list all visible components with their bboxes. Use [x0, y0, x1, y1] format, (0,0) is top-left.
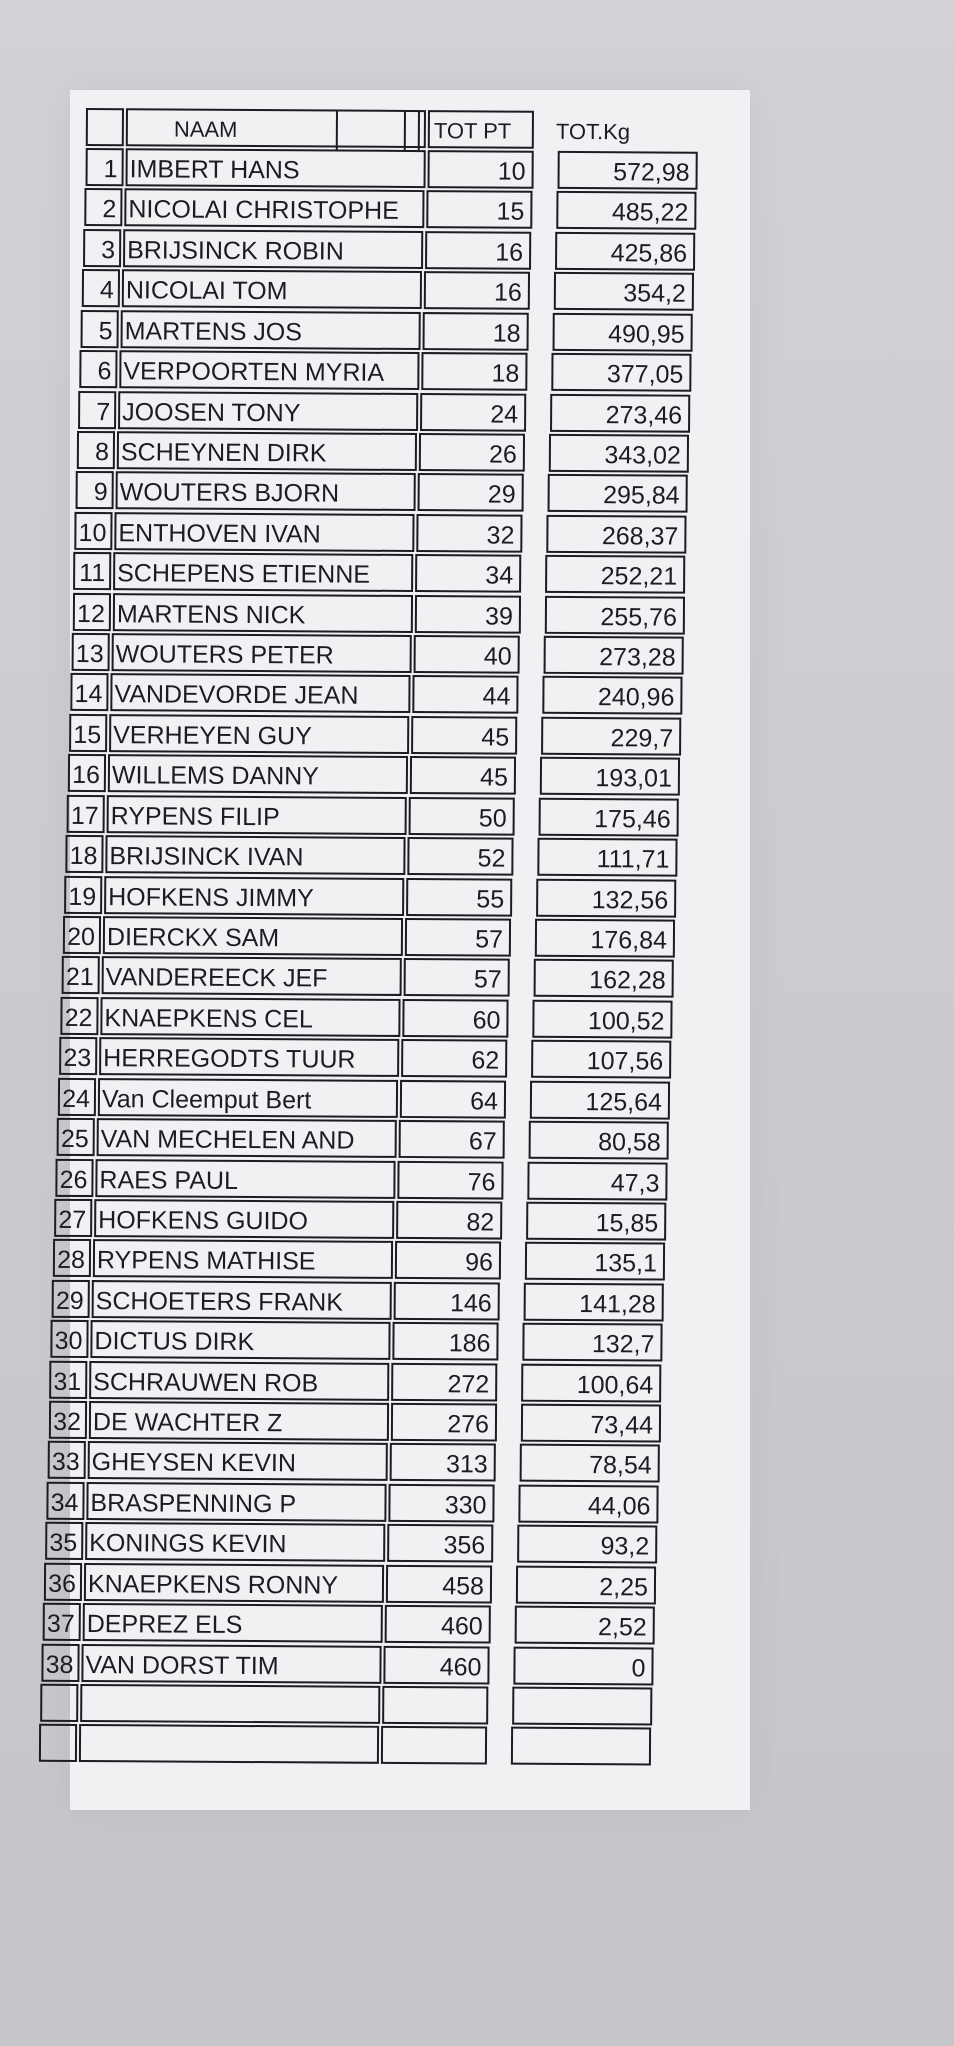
row-number: 31: [49, 1360, 87, 1398]
row-kilograms: 47,3: [527, 1161, 667, 1200]
row-name: RYPENS FILIP: [107, 795, 407, 835]
row-kilograms: [511, 1727, 651, 1766]
row-kilograms: 107,56: [531, 1040, 671, 1079]
row-number: 13: [72, 633, 110, 671]
row-number: 25: [57, 1118, 95, 1156]
row-name: HOFKENS GUIDO: [94, 1199, 394, 1239]
row-points: 39: [415, 595, 521, 634]
row-name: MARTENS NICK: [113, 593, 413, 633]
row-points: 460: [385, 1605, 491, 1644]
row-kilograms: 44,06: [518, 1485, 658, 1524]
row-number: 37: [43, 1603, 81, 1641]
row-points: 45: [411, 716, 517, 755]
row-name: BRIJSINCK ROBIN: [123, 229, 423, 269]
row-name: SCHRAUWEN ROB: [89, 1361, 389, 1401]
row-number: 1: [86, 148, 124, 186]
row-kilograms: 2,52: [515, 1606, 655, 1645]
row-kilograms: 229,7: [541, 717, 681, 756]
row-points: 57: [404, 958, 510, 997]
row-number: 27: [54, 1199, 92, 1237]
row-name: MARTENS JOS: [121, 310, 421, 350]
row-name: WOUTERS BJORN: [116, 472, 416, 512]
row-points: 82: [396, 1201, 502, 1240]
row-number: 28: [53, 1239, 91, 1277]
row-points: 76: [397, 1160, 503, 1199]
row-points: [382, 1686, 488, 1725]
row-kilograms: 175,46: [539, 797, 679, 836]
row-name: KNAEPKENS RONNY: [84, 1563, 384, 1603]
row-number: 2: [84, 188, 122, 226]
row-number: 7: [78, 390, 116, 428]
row-name: [80, 1684, 380, 1724]
row-kilograms: 100,64: [521, 1363, 661, 1402]
header-number: [86, 108, 124, 146]
row-points: 52: [407, 837, 513, 876]
row-kilograms: 268,37: [546, 515, 686, 554]
row-name: Van Cleemput Bert: [98, 1078, 398, 1118]
row-kilograms: 125,64: [530, 1080, 670, 1119]
row-number: 33: [48, 1441, 86, 1479]
row-number: 9: [76, 471, 114, 509]
row-points: 62: [401, 1039, 507, 1078]
row-kilograms: 490,95: [553, 313, 693, 352]
row-number: 36: [44, 1562, 82, 1600]
row-number: 20: [63, 916, 101, 954]
row-points: 330: [388, 1484, 494, 1523]
row-number: 4: [82, 269, 120, 307]
row-kilograms: 343,02: [549, 434, 689, 473]
row-kilograms: 377,05: [551, 353, 691, 392]
row-kilograms: 132,7: [522, 1323, 662, 1362]
row-name: IMBERT HANS: [126, 148, 426, 188]
row-points: 458: [386, 1565, 492, 1604]
row-points: 40: [414, 635, 520, 674]
row-name: DE WACHTER Z: [89, 1401, 389, 1441]
row-kilograms: 0: [513, 1646, 653, 1685]
row-kilograms: 176,84: [535, 919, 675, 958]
row-kilograms: 295,84: [548, 474, 688, 513]
row-kilograms: 162,28: [534, 959, 674, 998]
standings-table: [45, 108, 726, 1792]
row-kilograms: 78,54: [520, 1444, 660, 1483]
row-kilograms: 2,25: [516, 1565, 656, 1604]
row-number: 8: [77, 431, 115, 469]
row-name: DEPREZ ELS: [83, 1603, 383, 1643]
row-kilograms: 15,85: [526, 1202, 666, 1241]
row-number: 22: [60, 997, 98, 1035]
row-points: 64: [400, 1080, 506, 1119]
row-number: 26: [55, 1158, 93, 1196]
row-name: RAES PAUL: [95, 1159, 395, 1199]
row-name: HOFKENS JIMMY: [104, 876, 404, 916]
row-points: 24: [420, 393, 526, 432]
row-number: 14: [70, 673, 108, 711]
grid-divider: [336, 110, 338, 150]
row-kilograms: 485,22: [556, 191, 696, 230]
row-points: 186: [392, 1322, 498, 1361]
row-number: 11: [73, 552, 111, 590]
row-number: 23: [59, 1037, 97, 1075]
row-name: WILLEMS DANNY: [108, 754, 408, 794]
row-points: 29: [418, 473, 524, 512]
row-kilograms: 425,86: [555, 232, 695, 271]
row-points: 32: [416, 514, 522, 553]
row-name: KNAEPKENS CEL: [100, 997, 400, 1037]
row-name: VANDEREECK JEF: [102, 957, 402, 997]
row-points: 67: [399, 1120, 505, 1159]
row-kilograms: [512, 1687, 652, 1726]
row-points: 45: [410, 756, 516, 795]
row-kilograms: 73,44: [521, 1404, 661, 1443]
row-number: 5: [81, 310, 119, 348]
row-points: 146: [394, 1282, 500, 1321]
row-number: 19: [64, 875, 102, 913]
row-number: 38: [41, 1643, 79, 1681]
row-kilograms: 354,2: [554, 272, 694, 311]
row-points: 55: [406, 878, 512, 917]
row-points: 10: [428, 150, 534, 189]
row-name: HERREGODTS TUUR: [99, 1037, 399, 1077]
grid-divider: [418, 110, 420, 150]
row-points: 57: [405, 918, 511, 957]
row-points: 16: [425, 231, 531, 270]
row-number: 16: [68, 754, 106, 792]
row-name: SCHEYNEN DIRK: [117, 431, 417, 471]
row-kilograms: 111,71: [537, 838, 677, 877]
row-name: KONINGS KEVIN: [85, 1522, 385, 1562]
row-number: 29: [52, 1280, 90, 1318]
row-name: [79, 1724, 379, 1764]
row-name: VAN DORST TIM: [81, 1644, 381, 1684]
row-number: [40, 1684, 78, 1722]
row-name: BRASPENNING P: [86, 1482, 386, 1522]
row-kilograms: 141,28: [524, 1282, 664, 1321]
row-name: BRIJSINCK IVAN: [105, 835, 405, 875]
row-points: 26: [419, 433, 525, 472]
row-kilograms: 255,76: [545, 595, 685, 634]
header-name: NAAM: [126, 108, 426, 148]
row-kilograms: 132,56: [536, 878, 676, 917]
header-points: TOT PT: [428, 110, 534, 149]
row-points: 18: [421, 352, 527, 391]
row-points: 50: [409, 797, 515, 836]
row-number: 24: [58, 1078, 96, 1116]
row-name: GHEYSEN KEVIN: [88, 1441, 388, 1481]
row-kilograms: 100,52: [532, 1000, 672, 1039]
row-number: 10: [74, 512, 112, 550]
grid-divider: [404, 110, 406, 150]
row-number: 30: [50, 1320, 88, 1358]
row-points: 276: [391, 1403, 497, 1442]
row-kilograms: 80,58: [529, 1121, 669, 1160]
row-name: DIERCKX SAM: [103, 916, 403, 956]
row-name: VAN MECHELEN AND: [97, 1118, 397, 1158]
row-kilograms: 273,46: [550, 393, 690, 432]
row-name: VERHEYEN GUY: [109, 714, 409, 754]
row-name: ENTHOVEN IVAN: [114, 512, 414, 552]
row-points: 96: [395, 1241, 501, 1280]
row-points: 356: [387, 1524, 493, 1563]
row-kilograms: 273,28: [544, 636, 684, 675]
row-number: 12: [73, 593, 111, 631]
row-points: 15: [426, 190, 532, 229]
row-number: 35: [45, 1522, 83, 1560]
row-points: 18: [423, 312, 529, 351]
row-points: 16: [424, 271, 530, 310]
row-kilograms: 135,1: [525, 1242, 665, 1281]
row-number: 32: [49, 1401, 87, 1439]
row-number: 34: [46, 1482, 84, 1520]
row-kilograms: 93,2: [517, 1525, 657, 1564]
row-points: [381, 1726, 487, 1765]
row-number: 6: [79, 350, 117, 388]
row-points: 44: [412, 675, 518, 714]
row-name: VANDEVORDE JEAN: [110, 674, 410, 714]
row-points: 460: [383, 1645, 489, 1684]
row-points: 34: [415, 554, 521, 593]
row-name: WOUTERS PETER: [112, 633, 412, 673]
row-points: 272: [391, 1362, 497, 1401]
row-number: 21: [62, 956, 100, 994]
row-kilograms: 252,21: [545, 555, 685, 594]
row-name: NICOLAI CHRISTOPHE: [124, 189, 424, 229]
row-number: [39, 1724, 77, 1762]
row-number: 17: [67, 795, 105, 833]
row-number: 18: [65, 835, 103, 873]
header-kilograms: TOT.Kg: [555, 118, 631, 145]
row-kilograms: 240,96: [542, 676, 682, 715]
row-number: 15: [69, 714, 107, 752]
row-name: NICOLAI TOM: [122, 269, 422, 309]
row-name: RYPENS MATHISE: [93, 1239, 393, 1279]
row-kilograms: 572,98: [558, 151, 698, 190]
row-points: 60: [402, 999, 508, 1038]
row-points: 313: [390, 1443, 496, 1482]
row-name: SCHEPENS ETIENNE: [113, 552, 413, 592]
row-name: SCHOETERS FRANK: [92, 1280, 392, 1320]
row-name: JOOSEN TONY: [118, 391, 418, 431]
row-number: 3: [83, 229, 121, 267]
row-kilograms: 193,01: [540, 757, 680, 796]
row-name: DICTUS DIRK: [90, 1320, 390, 1360]
row-name: VERPOORTEN MYRIA: [119, 350, 419, 390]
